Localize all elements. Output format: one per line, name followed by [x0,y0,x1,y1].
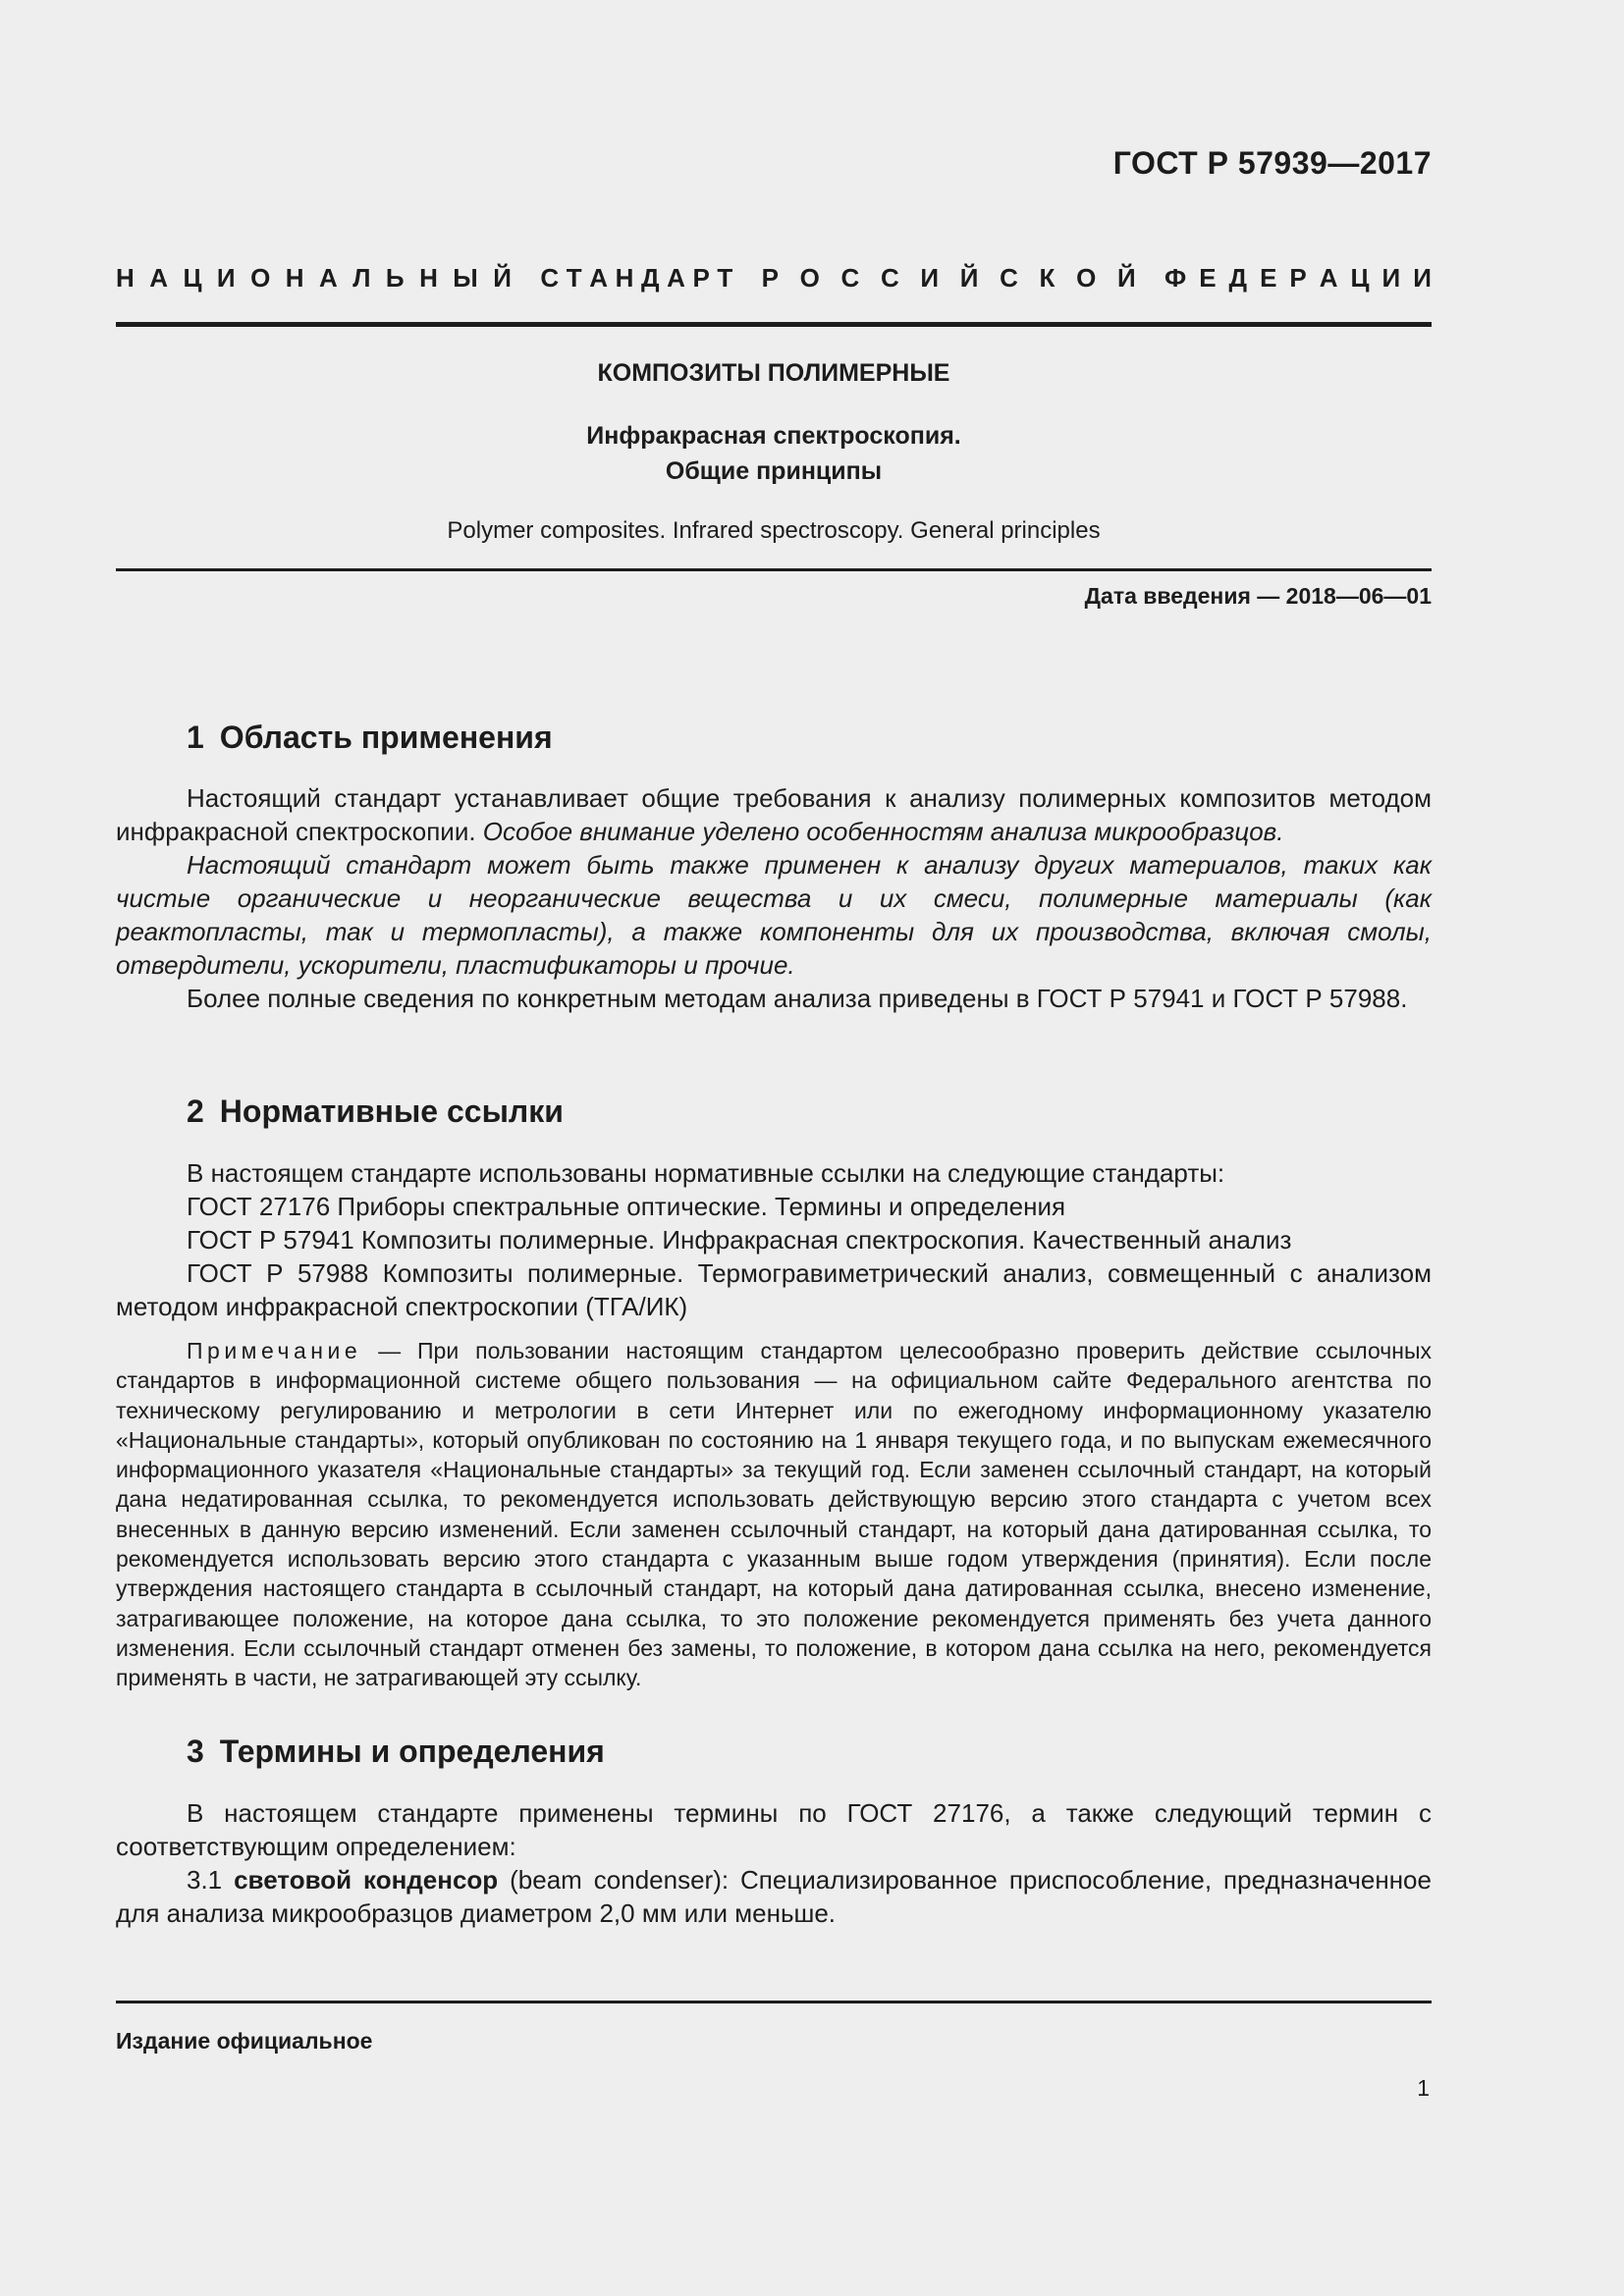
national-title-word-3: Р О С С И Й С К О Й [761,263,1136,293]
section-1-title: Область применения [219,720,553,755]
term-3-1-term: световой конденсор [234,1865,499,1895]
english-title: Polymer composites. Infrared spectroscopy. General principles [447,517,1101,544]
national-title-word-1: Н А Ц И О Н А Л Ь Н Ы Й [116,263,512,293]
section-3-heading [187,1734,605,1770]
term-3-1-number: 3.1 [187,1865,235,1895]
footer-rule [116,2001,1432,2003]
term-3-1-definition: (beam condenser): Специализированное приспособление, предназначенное для анализа микрообразцов диаметром 2,0 мм или меньше. [116,1865,1432,1928]
standard-number: ГОСТ Р 57939—2017 [1112,145,1432,181]
section-1-paragraph-1 [116,781,1432,848]
reference-gost-r-57941: ГОСТ Р 57941 Композиты полимерные. Инфракрасная спектроскопия. Качественный анализ [187,1225,1292,1255]
national-title-word-2: С Т А Н Д А Р Т [540,263,733,293]
section-1-heading [187,720,553,756]
page-number: 1 [1417,2075,1430,2101]
introduction-date: Дата введения — 2018—06—01 [1084,583,1432,609]
note-label: Примечание [187,1338,362,1363]
national-title-word-4: Ф Е Д Е Р А Ц И И [1164,263,1432,293]
section-3-title: Термины и определения [219,1734,605,1769]
header-rule-thick [116,322,1432,327]
section-1-paragraph-1-italic: Особое внимание уделено особенностям анализа микрообразцов. [482,817,1284,846]
subtitle-line-2: Общие принципы [665,457,883,485]
section-2-title: Нормативные ссылки [219,1094,564,1129]
national-standard-title [116,263,1432,294]
section-2-intro: В настоящем стандарте использованы нормативные ссылки на следующие стандарты: [187,1158,1225,1188]
title-block-rule [116,568,1432,571]
reference-gost-r-57988: ГОСТ Р 57988 Композиты полимерные. Термогравиметрический анализ, совмещенный с анализом методом инфракрасной спектроскопии (ТГА/ИК) [116,1258,1432,1321]
section-2-number: 2 [187,1094,204,1129]
section-1-paragraph-2: Настоящий стандарт может быть также применен к анализу других материалов, таких как чистые органические и неорганические вещества и их смеси, полимерные материалы (как реактопласты, так и термопласты), а также компоненты для их производства, включая смолы, отвердители, ускорители, пластификаторы и прочие. [116,850,1432,980]
section-3-paragraph-1: В настоящем стандарте применены термины по ГОСТ 27176, а также следующий термин с соответствующим определением: [116,1798,1432,1861]
section-1-paragraph-1-text: Настоящий стандарт устанавливает общие требования к анализу полимерных композитов методом инфракрасной спектроскопии. [116,783,1432,846]
term-3-1 [116,1863,1432,1930]
note-paragraph [116,1336,1432,1693]
official-edition-label: Издание официальное [116,2028,373,2054]
section-3-number: 3 [187,1734,204,1769]
note-text: — При пользовании настоящим стандартом целесообразно проверить действие ссылочных стандартов в информационной системе общего пользования — на официальном сайте Федерального агентства по техническому регулированию и метрологии в сети Интернет или по ежегодному информационному указателю «Национальные стандарты», который опубликован по состоянию на 1 января текущего года, и по выпускам ежемесячного информационного указателя «Национальные стандарты» за текущий год. Если заменен ссылочный стандарт, на который дана недатированная ссылка, то рекомендуется использовать действующую версию этого стандарта с учетом всех внесенных в данную версию изменений. Если заменен ссылочный стандарт, на который дана датированная ссылка, то рекомендуется использовать версию этого стандарта с указанным выше годом утверждения (принятия). Если после утверждения настоящего стандарта в ссылочный стандарт, на который дана датированная ссылка, внесено изменение, затрагивающее положение, на которое дана ссылка, то это положение рекомендуется применять без учета данного изменения. Если ссылочный стандарт отменен без замены, то положение, в котором дана ссылка на него, рекомендуется применять в части, не затрагивающей эту ссылку. [116,1338,1432,1691]
reference-gost-27176: ГОСТ 27176 Приборы спектральные оптические. Термины и определения [187,1192,1066,1221]
section-1-number: 1 [187,720,204,755]
document-title: КОМПОЗИТЫ ПОЛИМЕРНЫЕ [597,359,950,387]
section-2-heading [187,1094,564,1130]
subtitle-line-1: Инфракрасная спектроскопия. [586,422,961,450]
section-1-paragraph-3: Более полные сведения по конкретным методам анализа приведены в ГОСТ Р 57941 и ГОСТ Р 57988. [187,984,1408,1013]
